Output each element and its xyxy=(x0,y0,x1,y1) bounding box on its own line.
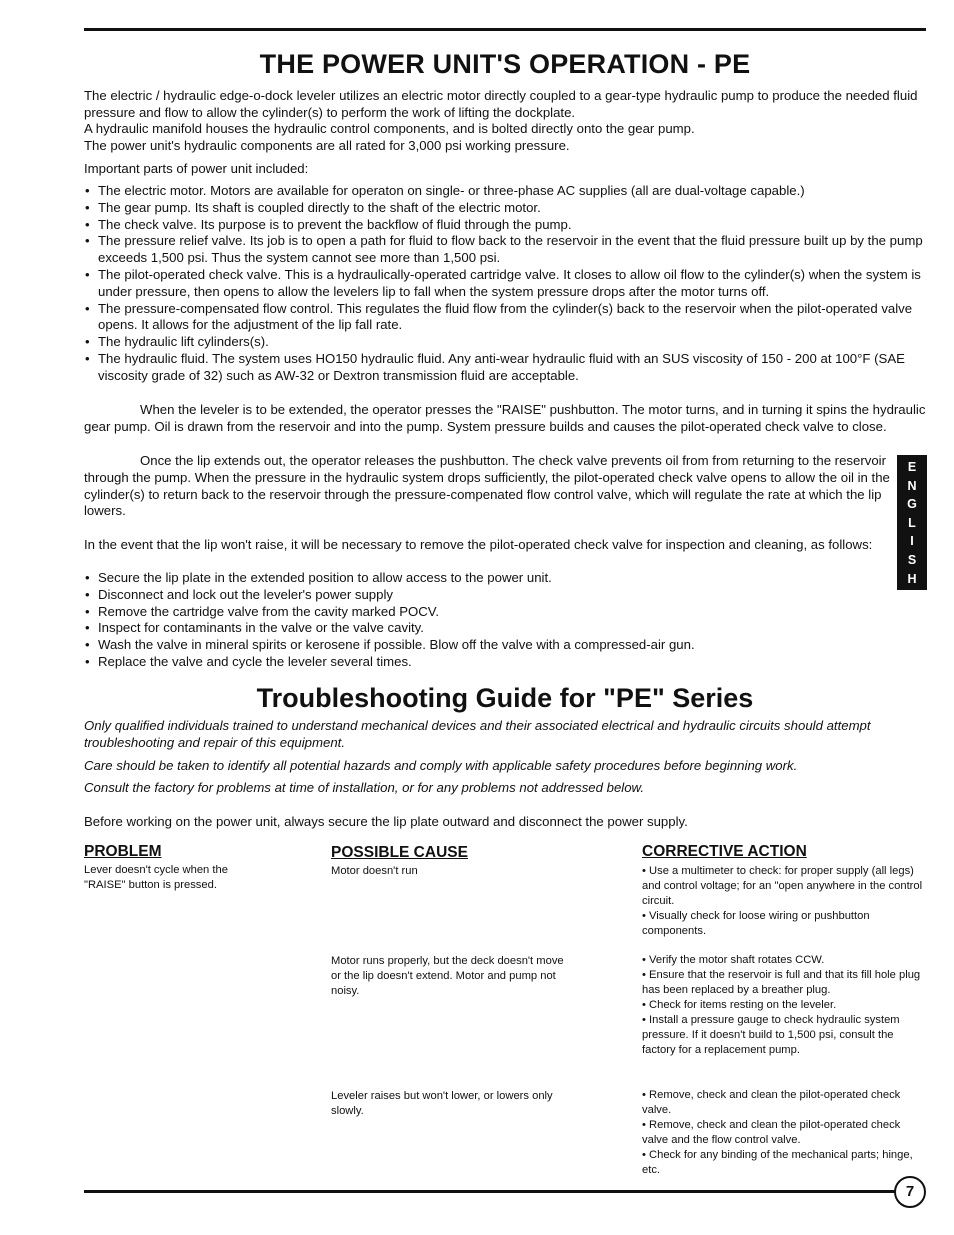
action-item: • Ensure that the reservoir is full and that its fill hole plug has been replaced by a breather plug. xyxy=(642,969,921,996)
lip-steps-list xyxy=(84,570,926,671)
action-item: • Visually check for loose wiring or pushbutton components. xyxy=(642,910,870,937)
before-working-note: Before working on the power unit, always secure the lip plate outward and disconnect the power supply. xyxy=(84,814,688,829)
list-item: • Disconnect and lock out the leveler's power supply xyxy=(84,587,926,604)
intro-paragraph-1: The electric / hydraulic edge-o-dock leveler utilizes an electric motor directly coupled to a gear-type hydraulic pump to produce the needed fluid pressure and flow to allow the cylinder(s) to perform the work of lifting the dockplate. xyxy=(84,88,918,120)
cause-header: POSSIBLE CAUSE xyxy=(331,844,468,861)
list-item: • Replace the valve and cycle the leveler several times. xyxy=(84,654,926,671)
tab-letter: L xyxy=(908,515,916,530)
operation-paragraph-1: When the leveler is to be extended, the operator presses the "RAISE" pushbutton. The motor turns, and in turning it spins the hydraulic gear pump. Oil is drawn from the reservoir and into the pump. System pressure builds and causes the pilot-operated check valve to close. xyxy=(84,402,926,434)
list-item: • The electric motor. Motors are available for operaton on single- or three-phase AC supplies (all are dual-voltage capable.) xyxy=(84,183,926,200)
problem-header: PROBLEM xyxy=(84,843,162,860)
list-item: • The pressure relief valve. Its job is to open a path for fluid to flow back to the reservoir in the event that the fluid pressure built up by the pump exceeds 1,500 psi. Thus the system cannot see more than 1,500 psi. xyxy=(84,233,926,267)
warning-hazards: Care should be taken to identify all potential hazards and comply with applicable safety procedures before beginning work. xyxy=(84,758,798,773)
cause-cell: Motor doesn't run xyxy=(331,865,418,877)
lip-intro: In the event that the lip won't raise, it will be necessary to remove the pilot-operated check valve for inspection and cleaning, as follows: xyxy=(84,537,873,552)
list-item: • The pressure-compensated flow control. This regulates the fluid flow from the cylinder(s) back to the reservoir when the pilot-operated valve opens. It allows for the adjustment of the lip fall rate. xyxy=(84,301,926,335)
cause-cell: Motor runs properly, but the deck doesn't move or the lip doesn't extend. Motor and pump not noisy. xyxy=(331,955,564,997)
bottom-rule xyxy=(84,1190,896,1193)
action-item: • Check for items resting on the leveler. xyxy=(642,999,837,1011)
tab-letter: E xyxy=(907,460,917,474)
action-item: • Check for any binding of the mechanical parts; hinge, etc. xyxy=(642,1149,913,1176)
warning-qualified: Only qualified individuals trained to understand mechanical devices and their associated electrical and hydraulic circuits should attempt troubleshooting and repair of this equipment. xyxy=(84,718,871,750)
action-header: CORRECTIVE ACTION xyxy=(642,843,807,860)
cause-cell: Leveler raises but won't lower, or lowers only slowly. xyxy=(331,1090,553,1117)
tab-letter: H xyxy=(907,571,917,586)
top-rule xyxy=(84,28,926,31)
action-item: • Remove, check and clean the pilot-operated check valve. xyxy=(642,1089,901,1116)
action-item: • Verify the motor shaft rotates CCW. xyxy=(642,954,825,966)
intro-paragraph-3: The power unit's hydraulic components are all rated for 3,000 psi working pressure. xyxy=(84,138,570,153)
list-item: • The hydraulic lift cylinders(s). xyxy=(84,334,926,351)
troubleshooting-title: Troubleshooting Guide for "PE" Series xyxy=(256,683,754,713)
action-item: • Install a pressure gauge to check hydraulic system pressure. If it doesn't build to 1,500 psi, consult the factory for a replacement pump. xyxy=(642,1014,900,1056)
operation-paragraph-2: Once the lip extends out, the operator releases the pushbutton. The check valve prevents oil from from returning to the reservoir through the pump. When the pressure in the hydraulic system drops sufficiently, the pilot-operated check valve opens to allow the oil in the cylinder(s) to return back to the reservoir through the pressure-compenated flow control valve, which will regulate the rate at which the lip lowers. xyxy=(84,453,890,519)
list-item: • The hydraulic fluid. The system uses HO150 hydraulic fluid. Any anti-wear hydraulic fluid with an SUS viscosity of 150 - 200 at 100°F (SAE viscosity grade of 32) such as AW-32 or Dextron transmission fluid are acceptable. xyxy=(84,351,926,385)
list-item: • Remove the cartridge valve from the cavity marked POCV. xyxy=(84,604,926,621)
tab-letter: G xyxy=(907,497,917,512)
tab-letter: S xyxy=(907,552,917,567)
page-number: 7 xyxy=(894,1176,926,1208)
page-title: THE POWER UNIT'S OPERATION - PE xyxy=(259,49,751,79)
problem-cell: Lever doesn't cycle when the "RAISE" button is pressed. xyxy=(84,864,228,891)
list-item: • Wash the valve in mineral spirits or kerosene if possible. Blow off the valve with a compressed-air gun. xyxy=(84,637,926,654)
action-cell xyxy=(642,953,926,1058)
warning-consult: Consult the factory for problems at time of installation, or for any problems not addressed below. xyxy=(84,780,645,795)
parts-intro: Important parts of power unit included: xyxy=(84,161,309,176)
list-item: • The gear pump. Its shaft is coupled directly to the shaft of the electric motor. xyxy=(84,200,926,217)
list-item: • The pilot-operated check valve. This is a hydraulically-operated cartridge valve. It closes to allow oil flow to the cylinder(s) when the system is under pressure, then opens to allow the levelers lip to fall when the system pressure drops after the motor turns off. xyxy=(84,267,926,301)
action-cell xyxy=(642,864,926,939)
list-item: • The check valve. Its purpose is to prevent the backflow of fluid through the pump. xyxy=(84,217,926,234)
action-item: • Use a multimeter to check: for proper supply (all legs) and control voltage; for an "open anywhere in the control circuit. xyxy=(642,865,923,907)
parts-list xyxy=(84,183,926,385)
action-item: • Remove, check and clean the pilot-operated check valve and the flow control valve. xyxy=(642,1119,901,1146)
list-item: • Secure the lip plate in the extended position to allow access to the power unit. xyxy=(84,570,926,587)
tab-letter: N xyxy=(907,478,917,493)
action-cell xyxy=(642,1088,926,1178)
list-item: • Inspect for contaminants in the valve or the valve cavity. xyxy=(84,620,926,637)
intro-paragraph-2: A hydraulic manifold houses the hydraulic control components, and is bolted directly onto the gear pump. xyxy=(84,121,695,136)
tab-letter: I xyxy=(910,534,914,549)
language-tab-english xyxy=(897,455,927,590)
